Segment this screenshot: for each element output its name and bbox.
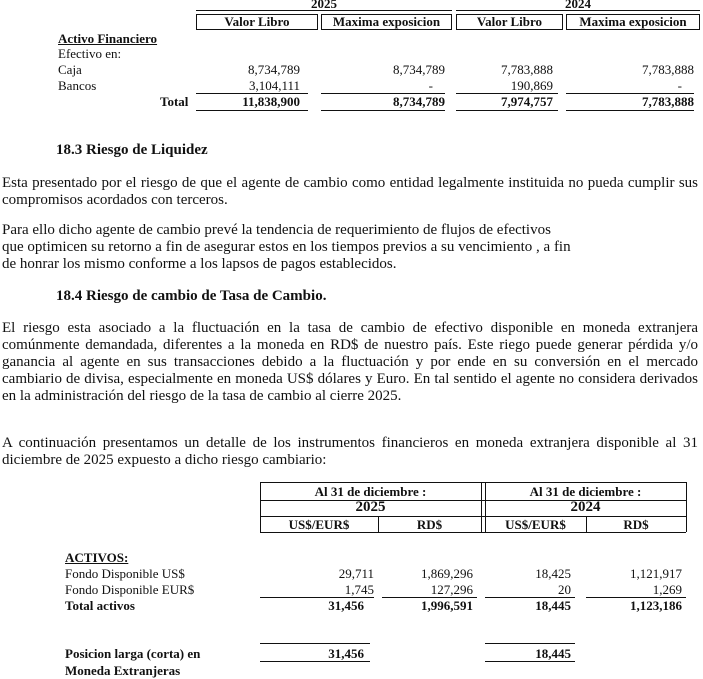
date-header-2025: Al 31 de diciembre : [314, 484, 427, 499]
divider [566, 110, 694, 111]
paragraph: El riesgo esta asociado a la fluctuación en la tasa de cambio de efectivo disponible en moneda extranjera comúnmente demandada, diferentes a la moneda en RD$ de nuestro país. Este riego puede generar pérdida y/o ganancia al agente en sus transacciones debido a la fluctuación y por ende en su conversión en el mercado cambiario de divisa, especialmente en moneda US$ dólares y Euro. En tal sentido el agente no considera derivados en la administración del riesgo de la tasa de cambio al cierre 2025. [2, 320, 698, 404]
cell-value: 7,783,888 [501, 62, 553, 77]
cell-value: - [428, 78, 433, 93]
year-2025-header: 2025 [355, 499, 386, 515]
divider [260, 643, 370, 644]
cell-value: 7,783,888 [642, 94, 694, 109]
cell-value: 127,296 [430, 582, 473, 597]
cell-value: - [677, 78, 682, 93]
cell-value: 31,456 [328, 598, 364, 613]
cell-value: 31,456 [328, 646, 364, 661]
cell-value: 18,445 [535, 598, 571, 613]
divider [686, 482, 687, 532]
cell-value: 3,104,111 [248, 78, 300, 93]
section-label-activos: ACTIVOS: [65, 550, 129, 565]
cell-value: 18,425 [535, 566, 571, 581]
cell-value: 7,783,888 [642, 62, 694, 77]
cell-value: 7,974,757 [501, 94, 553, 109]
col-header-valor-libro-2024: Valor Libro [456, 14, 563, 30]
divider [196, 10, 452, 11]
cell-value: 1,121,917 [630, 566, 682, 581]
col-header-valor-libro-2025: Valor Libro [196, 14, 318, 30]
cell-value: 1,869,296 [421, 566, 473, 581]
cell-value: 11,838,900 [242, 94, 300, 109]
divider [321, 110, 445, 111]
cell-value: 29,711 [338, 566, 374, 581]
row-label: Fondo Disponible EUR$ [65, 582, 195, 597]
position-label-line1: Posicion larga (corta) en [65, 646, 201, 661]
divider [196, 110, 308, 111]
col-header-fx-2024: US$/EUR$ [505, 517, 566, 532]
cell-value: 1,996,591 [421, 598, 473, 613]
date-header-2024: Al 31 de diciembre : [529, 484, 642, 499]
divider [485, 643, 575, 644]
paragraph-line: Para ello dicho agente de cambio prevé la tendencia de requerimiento de flujos de efectivos [2, 222, 551, 238]
year-2024-header: 2024 [570, 499, 601, 515]
cell-value: 8,734,789 [393, 62, 445, 77]
year-2025-header: 2025 [311, 0, 337, 11]
cell-value: 1,269 [652, 582, 682, 597]
row-label: Fondo Disponible US$ [65, 566, 185, 581]
paragraph: Esta presentado por el riesgo de que el agente de cambio como entidad legalmente instituida no pueda cumplir sus compromisos acordados con terceros. [2, 175, 698, 208]
divider [481, 482, 482, 532]
col-header-rd-2024: RD$ [623, 517, 649, 532]
cell-value: 1,123,186 [630, 598, 682, 613]
row-label: Caja [58, 62, 82, 77]
paragraph-line: de honrar los mismo conforme a los lapsos de pagos establecidos. [2, 256, 397, 272]
row-label: Total activos [65, 598, 135, 613]
section-heading-18-4: 18.4 Riesgo de cambio de Tasa de Cambio. [56, 288, 327, 304]
cell-value: 1,745 [344, 582, 374, 597]
year-2024-header: 2024 [565, 0, 591, 11]
row-label: Total [160, 94, 189, 109]
divider [456, 10, 700, 11]
position-label-line2: Moneda Extranjeras [65, 663, 181, 678]
col-header-fx-2025: US$/EUR$ [288, 517, 350, 532]
cell-value: 190,869 [510, 78, 553, 93]
divider [456, 110, 558, 111]
sub-label-efectivo: Efectivo en: [58, 46, 122, 61]
col-header-max-exposicion-2024: Maxima exposicion [566, 14, 700, 30]
col-header-max-exposicion-2025: Maxima exposicion [321, 14, 452, 30]
section-label-activo-financiero: Activo Financiero [58, 31, 158, 46]
col-header-rd-2025: RD$ [416, 517, 443, 532]
divider [260, 482, 686, 483]
divider [260, 661, 370, 662]
cell-value: 18,445 [535, 646, 571, 661]
cell-value: 8,734,789 [248, 62, 300, 77]
divider [260, 532, 686, 533]
paragraph: A continuación presentamos un detalle de los instrumentos financieros en moneda extranjera disponible al 31 diciembre de 2025 expuesto a dicho riesgo cambiario: [2, 435, 698, 468]
cell-value: 20 [558, 582, 571, 597]
divider [485, 661, 575, 662]
row-label: Bancos [58, 78, 97, 93]
paragraph-line: que optimicen su retorno a fin de asegurar estos en los tiempos previos a su vencimiento , a fin [2, 239, 571, 255]
section-heading-18-3: 18.3 Riesgo de Liquidez [56, 142, 208, 158]
cell-value: 8,734,789 [393, 94, 445, 109]
